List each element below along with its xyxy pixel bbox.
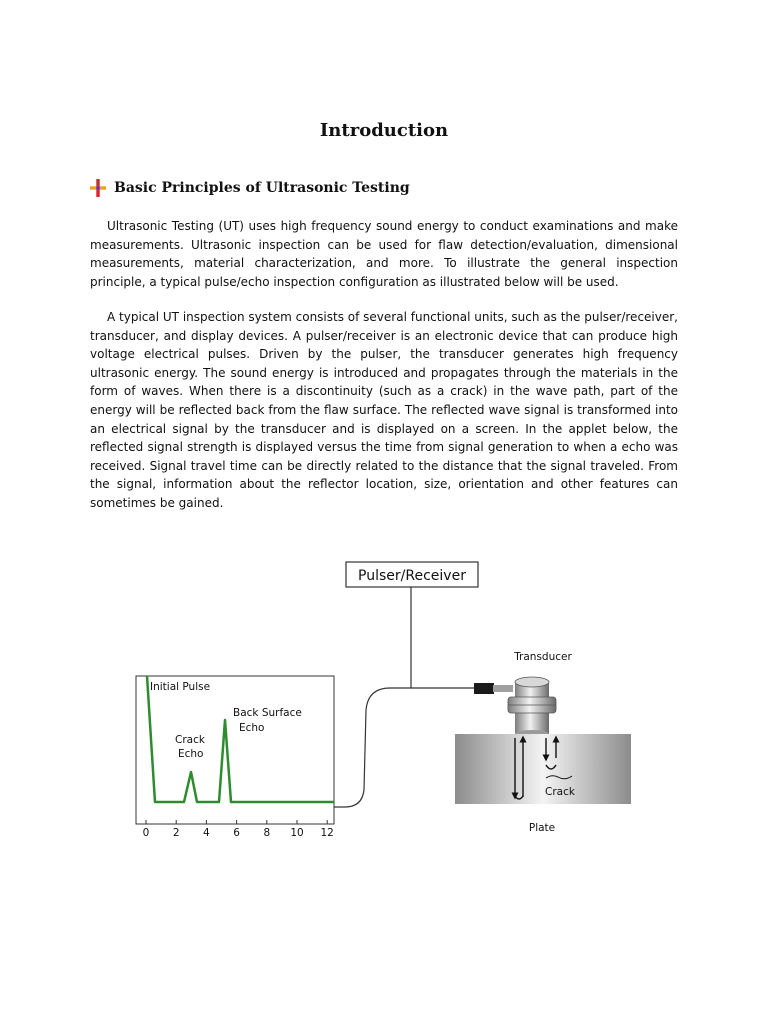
crack-echo-label-line2: Echo — [178, 748, 204, 760]
axis-tick-label: 2 — [172, 827, 180, 839]
plate-label: Plate — [528, 822, 556, 834]
axis-tick-label: 12 — [320, 827, 334, 839]
transducer — [474, 651, 572, 738]
axis-tick-label: 6 — [233, 827, 240, 839]
test-plate — [455, 734, 631, 834]
pulse-echo-diagram — [0, 540, 768, 880]
axis-tick-label: 10 — [290, 827, 304, 839]
section-title: Basic Principles of Ultrasonic Testing — [114, 180, 410, 196]
pushpin-icon — [90, 179, 106, 197]
ascan-display — [136, 676, 334, 824]
pulser-receiver-label: Pulser/Receiver — [358, 568, 466, 584]
pulser-receiver-box — [346, 562, 478, 587]
axis-tick-label: 0 — [142, 827, 150, 839]
axis-tick-label: 4 — [203, 827, 210, 839]
paragraph-intro: Ultrasonic Testing (UT) uses high frequency sound energy to conduct examinations and make measurements. Ultrasonic inspection can be used for flaw detection/evaluation, dimensional measurements, material characterization, and more. To illustrate the general inspection principle, a typical pulse/echo inspection configuration as illustrated below will be used. — [90, 219, 678, 289]
transducer-label: Transducer — [514, 651, 572, 663]
back-surface-label-line2: Echo — [239, 722, 265, 734]
initial-pulse-label: Initial Pulse — [150, 681, 211, 693]
crack-label: Crack — [545, 786, 575, 798]
section-heading — [90, 178, 410, 198]
paragraph-system: A typical UT inspection system consists of several functional units, such as the pulser/receiver, transducer, and display devices. A pulser/receiver is an electronic device that can produce high voltage electrical pulses. Driven by the pulser, the transducer generates high frequency ultrasonic energy. The sound energy is introduced and propagates through the materials in the form of waves. When there is a discontinuity (such as a crack) in the wave path, part of the energy will be reflected back from the flaw surface. The reflected wave signal is transformed into an electrical signal by the transducer and is displayed on a screen. In the applet below, the reflected signal strength is displayed versus the time from signal generation to when a echo was received. Signal travel time can be directly related to the distance that the signal traveled. From the signal, information about the reflector location, size, orientation and other features can sometimes be gained. — [90, 310, 678, 510]
back-surface-label-line1: Back Surface — [233, 707, 302, 719]
cable-to-screen — [334, 587, 411, 807]
crack-echo-label-line1: Crack — [175, 734, 205, 746]
page-title: Introduction — [319, 120, 449, 141]
axis-tick-label: 8 — [263, 827, 271, 839]
